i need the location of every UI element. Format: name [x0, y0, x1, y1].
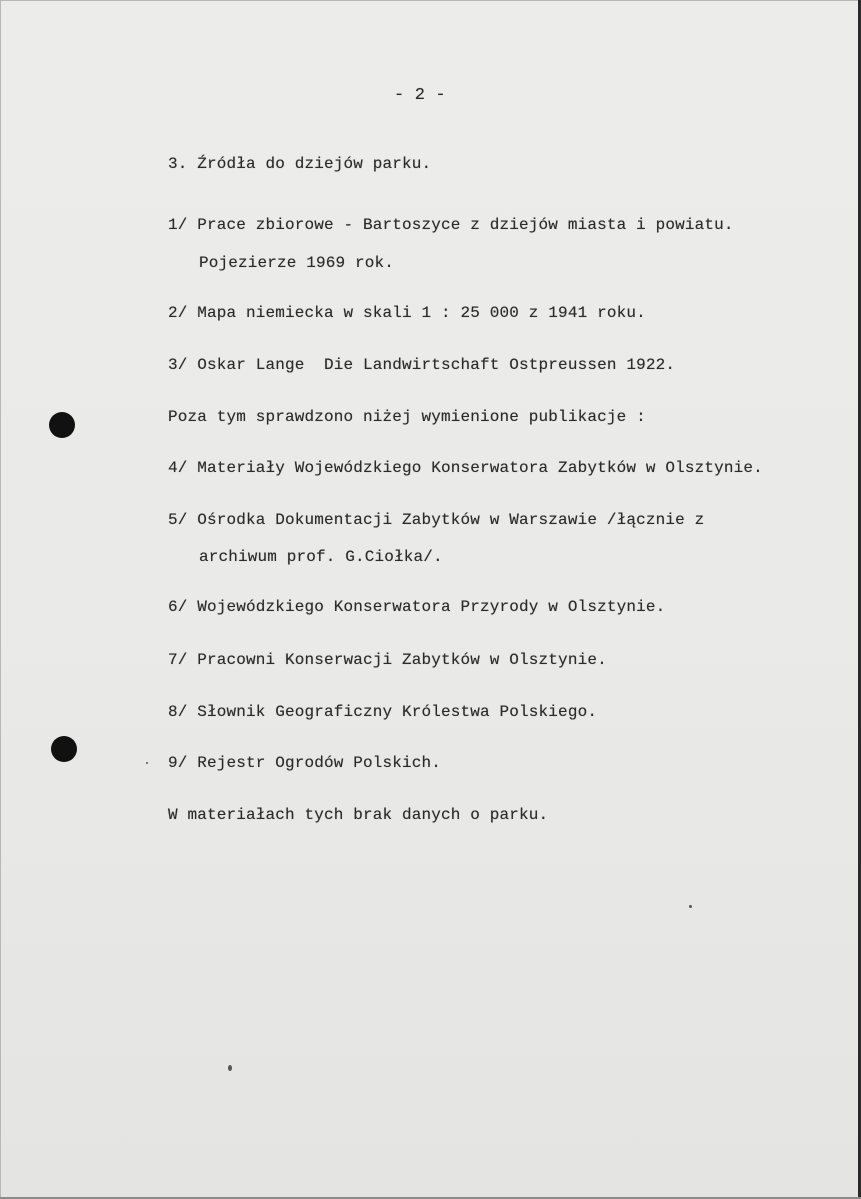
publication-item-7: 7/ Pracowni Konserwacji Zabytków w Olsztynie. — [168, 651, 607, 669]
punch-hole-bottom — [51, 736, 77, 762]
page-number: - 2 - — [394, 86, 446, 105]
publication-item-9: 9/ Rejestr Ogrodów Polskich. — [168, 754, 442, 772]
publication-item-5-continuation: archiwum prof. G.Ciołka/. — [199, 548, 443, 566]
source-item-1: 1/ Prace zbiorowe - Bartoszyce z dziejów miasta i powiatu. — [168, 216, 734, 234]
section-heading: 3. Źródła do dziejów parku. — [168, 155, 432, 173]
ink-speck — [689, 905, 692, 908]
ink-speck — [228, 1065, 232, 1071]
source-item-2: 2/ Mapa niemiecka w skali 1 : 25 000 z 1941 roku. — [168, 304, 646, 322]
publication-item-5: 5/ Ośrodka Dokumentacji Zabytków w Warszawie /łącznie z — [168, 511, 705, 529]
intro-line: Poza tym sprawdzono niżej wymienione publikacje : — [168, 408, 646, 426]
publication-item-6: 6/ Wojewódzkiego Konserwatora Przyrody w Olsztynie. — [168, 598, 666, 616]
punch-hole-top — [49, 412, 75, 438]
publication-item-8: 8/ Słownik Geograficzny Królestwa Polskiego. — [168, 703, 598, 721]
source-item-1-continuation: Pojezierze 1969 rok. — [199, 254, 395, 272]
publication-item-4: 4/ Materiały Wojewódzkiego Konserwatora Zabytków w Olsztynie. — [168, 459, 763, 477]
ink-speck — [146, 762, 148, 764]
source-item-3: 3/ Oskar Lange Die Landwirtschaft Ostpreussen 1922. — [168, 356, 676, 374]
closing-line: W materiałach tych brak danych o parku. — [168, 806, 549, 824]
